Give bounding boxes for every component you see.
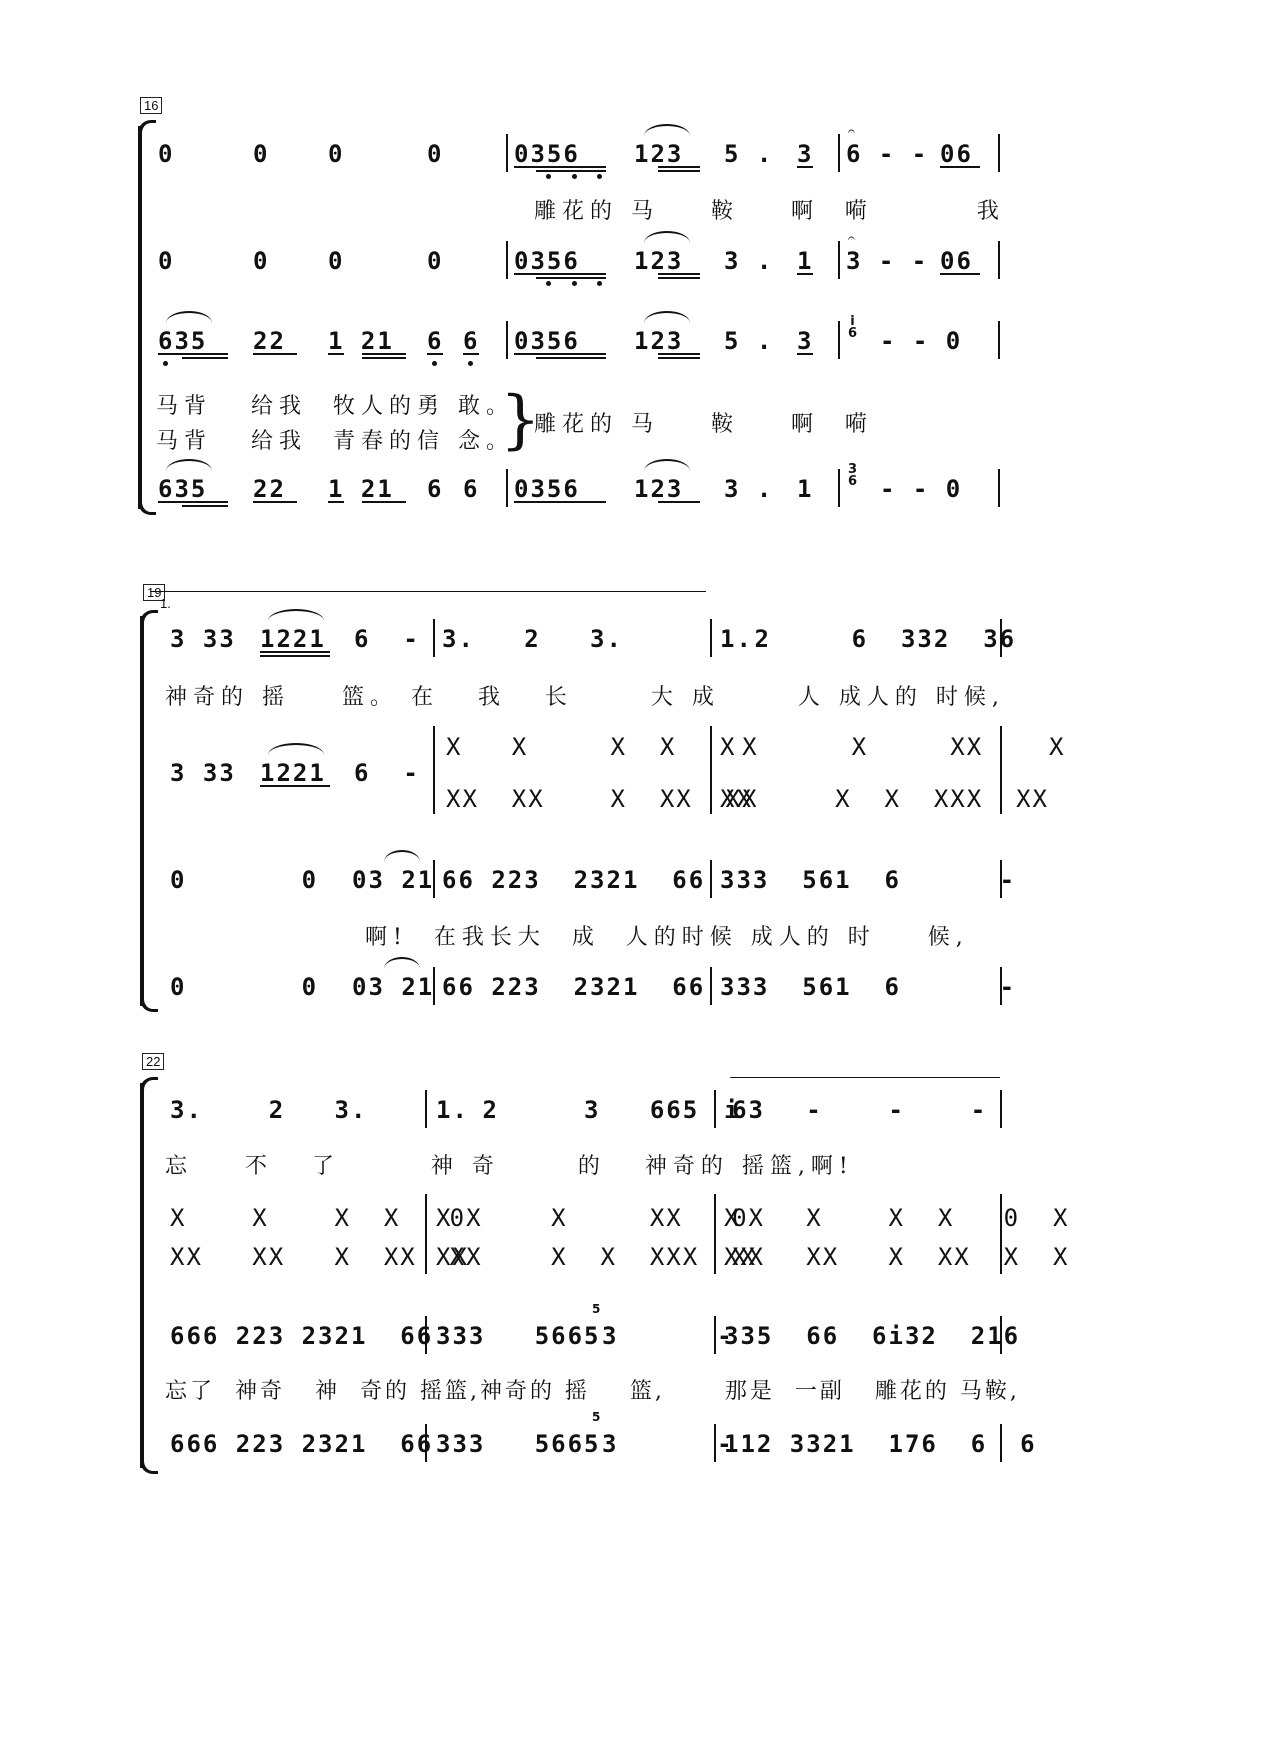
grace-note: 5: [592, 1410, 601, 1424]
beam: [536, 357, 606, 359]
system-bracket: [138, 126, 142, 509]
note-cell: 0: [158, 247, 175, 275]
note-group: 123: [634, 140, 684, 168]
percussion-row: XX XX X XX XX: [170, 1243, 483, 1271]
beam: [658, 357, 700, 359]
octave-dot: [597, 281, 602, 286]
chord-stack: 3 6: [848, 462, 858, 489]
beam: [658, 273, 700, 275]
barline: [714, 1090, 716, 1128]
barline: [506, 321, 508, 359]
note-group: 1 21: [328, 475, 394, 503]
note-cell: 6: [463, 327, 480, 355]
lyric-line: 雕花的 马 鞍 啊 嗬 我: [534, 199, 1005, 224]
beam: [797, 353, 813, 355]
barline: [838, 134, 840, 172]
slur: [644, 124, 690, 136]
octave-dot: [597, 174, 602, 179]
note-cell: 3 -: [602, 1430, 734, 1458]
percussion-row: X X XX 0X: [436, 1204, 765, 1232]
percussion-row: X X X X 0 X: [724, 1204, 1070, 1232]
barline: [1000, 1090, 1002, 1128]
slur: [268, 609, 324, 621]
note-group: 123: [634, 327, 684, 355]
note-group: 123: [634, 475, 684, 503]
beam: [658, 166, 700, 168]
beam: [253, 353, 297, 355]
note-cell: 0: [427, 140, 444, 168]
note-cell: 3 .: [724, 247, 774, 275]
lyric-verse-2: 马背 给我 青春的信 念。: [156, 429, 514, 454]
note-group: 06: [940, 140, 973, 168]
barline: [714, 1424, 716, 1462]
octave-dot: [163, 361, 168, 366]
octave-dot: [546, 174, 551, 179]
beam: [658, 353, 700, 355]
percussion-row: X X XX X: [720, 733, 1066, 761]
note-cell: 5 .: [724, 327, 774, 355]
lyric-verse-1: 马背 给我 牧人的勇 敢。: [156, 394, 514, 419]
beam: [260, 655, 330, 657]
barline: [1000, 726, 1002, 814]
beam: [940, 166, 980, 168]
note-cell: 3 -: [602, 1322, 734, 1350]
barline: [998, 469, 1000, 507]
note-group: 112 3321 176 6 6: [724, 1430, 1037, 1458]
note-cell: 6 - -: [846, 140, 945, 168]
note-cell: 6: [427, 475, 444, 503]
note-cell: 0: [253, 140, 270, 168]
barline: [425, 1316, 427, 1354]
barline: [506, 469, 508, 507]
measure-number: 19: [143, 584, 165, 601]
percussion-row: XX X X XXX XX: [436, 1243, 765, 1271]
lyric-line: 忘 不 了 神 奇 的 神奇的 摇篮,啊!: [165, 1154, 854, 1179]
note-group: 333 5665: [436, 1322, 601, 1350]
note-cell: 6: [463, 475, 480, 503]
tie-arc: [730, 1077, 1000, 1078]
barline: [433, 860, 435, 898]
beam: [940, 273, 980, 275]
barline: [425, 1194, 427, 1274]
note-group: 22: [253, 327, 286, 355]
slur: [384, 957, 420, 969]
note-cell: 6 -: [354, 625, 420, 653]
fermata-icon: 𝄐: [848, 124, 855, 138]
note-group: 1221: [260, 625, 326, 653]
note-group: 3 33: [170, 625, 236, 653]
note-cell: 3: [797, 327, 814, 355]
barline: [1000, 619, 1002, 657]
note-group: 123: [634, 247, 684, 275]
barline: [425, 1090, 427, 1128]
beam: [797, 166, 813, 168]
slur: [166, 459, 212, 471]
barline: [838, 321, 840, 359]
note-cell: - - 0: [880, 475, 963, 503]
octave-dot: [468, 361, 473, 366]
barline: [998, 241, 1000, 279]
note-cell: 0 0: [170, 973, 319, 1001]
barline: [1000, 1316, 1002, 1354]
beam: [514, 353, 606, 355]
beam: [253, 501, 297, 503]
beam: [260, 785, 330, 787]
beam: [463, 353, 479, 355]
note-group: 3 33: [170, 759, 236, 787]
beam: [158, 353, 228, 355]
note-group: 635: [158, 327, 208, 355]
note-group: 333 5665: [436, 1430, 601, 1458]
note-cell: 3 .: [724, 475, 774, 503]
note-group: 0356: [514, 475, 580, 503]
note-cell: 0: [253, 247, 270, 275]
barline: [710, 967, 712, 1005]
note-group: 1. 3 665 63: [436, 1096, 765, 1124]
beam: [182, 357, 228, 359]
note-cell: i - - -: [724, 1096, 988, 1124]
note-cell: 1. 6 332 36: [720, 625, 1017, 653]
note-cell: 6: [427, 327, 444, 355]
note-group: 333 561 6 -: [720, 973, 1017, 1001]
beam: [328, 501, 344, 503]
octave-dot: [546, 281, 551, 286]
barline: [710, 860, 712, 898]
beam: [658, 501, 700, 503]
barline: [710, 726, 712, 814]
barline: [998, 321, 1000, 359]
beam: [427, 353, 443, 355]
beam: [536, 170, 606, 172]
barline: [1000, 967, 1002, 1005]
note-group: 0356: [514, 140, 580, 168]
beam: [658, 277, 700, 279]
note-cell: 6 -: [354, 759, 420, 787]
lyric-line: 神奇的 摇 篮。 在 我 长 大 成 人 成人的 时候,: [165, 685, 1005, 710]
note-cell: 0 0: [170, 866, 319, 894]
note-cell: 1: [797, 475, 814, 503]
note-group: 66 223 2321 66: [442, 973, 706, 1001]
measure-number: 22: [142, 1053, 164, 1070]
barline: [714, 1194, 716, 1274]
note-group: 03 21: [352, 973, 435, 1001]
lyric-line: 雕花的 马 鞍 啊 嗬: [534, 412, 873, 437]
octave-dot: [432, 361, 437, 366]
lyric-line: 忘了 神奇 神 奇的 摇篮,神奇的 摇 篮, 那是 一副 雕花的 马鞍,: [165, 1379, 1020, 1404]
barline: [433, 726, 435, 814]
beam: [260, 651, 330, 653]
grace-note: 5: [592, 1302, 601, 1316]
measure-number: 16: [140, 97, 162, 114]
note-group: 03 21: [352, 866, 435, 894]
beam: [158, 501, 228, 503]
note-cell: 0: [328, 140, 345, 168]
slur: [166, 311, 212, 323]
chord-stack: i 6: [848, 314, 858, 341]
beam: [536, 277, 606, 279]
octave-dot: [572, 281, 577, 286]
beam: [514, 501, 606, 503]
note-group: 1 21: [328, 327, 394, 355]
percussion-row: X X X X 0X: [170, 1204, 483, 1232]
note-cell: 0: [158, 140, 175, 168]
percussion-row: XX X X XXX XX: [720, 785, 1049, 813]
note-cell: 5 .: [724, 140, 774, 168]
note-group: 666 223 2321 66: [170, 1430, 434, 1458]
note-cell: 0: [427, 247, 444, 275]
percussion-row: X X X X X: [446, 733, 759, 761]
volta-label: 1.: [160, 596, 171, 611]
beam: [658, 170, 700, 172]
beam: [797, 273, 813, 275]
barline: [1000, 860, 1002, 898]
note-group: 666 223 2321 66: [170, 1322, 434, 1350]
barline: [1000, 1424, 1002, 1462]
barline: [506, 241, 508, 279]
system-bracket: [140, 616, 144, 1006]
beam: [514, 166, 606, 168]
note-group: 0356: [514, 247, 580, 275]
note-cell: - - 0: [880, 327, 963, 355]
slur: [644, 311, 690, 323]
note-cell: 1: [797, 247, 814, 275]
volta-bracket: [150, 591, 706, 592]
slur: [644, 231, 690, 243]
note-group: 335 66 6i32 216: [724, 1322, 1021, 1350]
note-cell: 3. 2 3. 2: [442, 625, 771, 653]
note-cell: 3: [797, 140, 814, 168]
octave-dot: [572, 174, 577, 179]
slur: [268, 743, 324, 755]
note-group: 06: [940, 247, 973, 275]
beam: [362, 353, 406, 355]
percussion-row: XX XX X XX X X: [724, 1243, 1070, 1271]
note-cell: 0: [328, 247, 345, 275]
lyric-line: 啊! 在我长大 成 人的时候 成人的 时 候,: [365, 925, 969, 950]
barline: [425, 1424, 427, 1462]
beam: [182, 505, 228, 507]
barline: [506, 134, 508, 172]
note-cell: 3 - -: [846, 247, 945, 275]
barline: [998, 134, 1000, 172]
beam: [328, 353, 344, 355]
verse-brace: }: [500, 383, 541, 457]
system-bracket: [140, 1083, 144, 1468]
note-group: 635: [158, 475, 208, 503]
slur: [384, 850, 420, 862]
barline: [433, 619, 435, 657]
note-cell: 3. 2 3. 2: [170, 1096, 499, 1124]
barline: [838, 241, 840, 279]
beam: [514, 273, 606, 275]
barline: [433, 967, 435, 1005]
barline: [714, 1316, 716, 1354]
note-group: 66 223 2321 66: [442, 866, 706, 894]
note-group: 22: [253, 475, 286, 503]
percussion-row: XX XX X XX XX: [446, 785, 759, 813]
barline: [1000, 1194, 1002, 1274]
barline: [838, 469, 840, 507]
barline: [710, 619, 712, 657]
fermata-icon: 𝄐: [848, 231, 855, 245]
note-group: 0356: [514, 327, 580, 355]
slur: [644, 459, 690, 471]
beam: [362, 357, 406, 359]
note-group: 333 561 6 -: [720, 866, 1017, 894]
note-group: 1221: [260, 759, 326, 787]
beam: [362, 501, 406, 503]
